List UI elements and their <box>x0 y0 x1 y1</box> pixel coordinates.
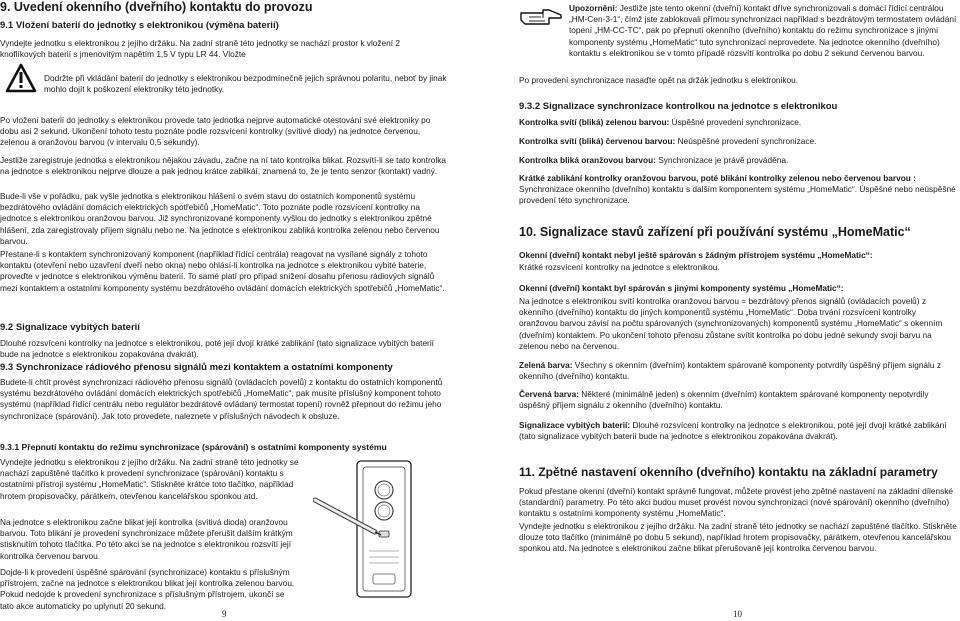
signal-orange <box>519 155 954 166</box>
s10-a-text: Krátké rozsvícení kontrolky na jednotce s elektronikou. <box>519 262 720 272</box>
signal-orange-label: Kontrolka bliká oranžovou barvou: <box>519 155 656 165</box>
s10-a-label: Okenní (dveřní) kontakt nebyl ještě spárován s žádným přístrojem systému „HomeMatic“: <box>519 250 873 260</box>
s10-red <box>519 389 957 411</box>
s91-fault-paragraph: Jestliže zaregistruje jednotka s elektronikou nějakou závadu, začne na ní tato kontrolka blikat. Rozsvítí-li se tato kontrolka na jednotce s elektronikou nejprve dlouze a pak jednou krátce zablikáí, znamená to, že je tento senzor (kontakt) vadný. <box>0 155 446 177</box>
s10-b-label: Okenní (dveřní) kontakt byl spárován s jinými komponenty systému „HomeMatic“: <box>519 283 844 293</box>
notice-label: Upozornění: <box>569 3 618 13</box>
s93-paragraph: Budete-li chtít provést synchronizaci rádiového přenosu signálů (ovládacích povelů) z kontaktu do ostatních komponentů systému bezdrátového ovládání domácích elektrických spotřebičů „HomeMatic“, pak musíte příslušný komponent tohoto systému (například řídící centrálu nebo regulátor bezdrátově ovládaný termostat topení) rovněž přepnout do režimu jeho synchronizace (spárování). Jak toto provedete, naleznete v příslušných návodech k obsluze. <box>0 377 443 421</box>
notice-text: Jestliže jste tento okenní (dveřní) kontakt dříve synchronizovali s domácí řídící centrálou „HM-Cen-3-1“, čímž jste zablokovali přímou synchronizaci například s bezdrátovým termostatem ovládání topení „HM-CC-TC“, pak po přepnutí okenního (dveřního) kontaktu do režimu synchronizace s jinými komponenty systému „HomeMatic“ tuto synchronizaci neprovedete. Na jednotce okenního (dveřního) kontaktu s elektronikou se v tomto případě rozsvítí kontrolka po dobu 2 sekund červenou barvou. <box>569 3 957 58</box>
left-page <box>0 0 452 621</box>
s91-replace-paragraph: Přestane-li s kontaktem synchronizovaný komponent (například řídící centrála) reagovat na vysílané signály z tohoto kontaktu (otevření nebo uzavření dveří nebo okna) nebo ohlásí-li kontrolka na jednotce s elektronikou vybité baterie, proveďte v jednotce s elektronikou výměnu baterií. To samé platí pro případ snížení dosahu přenosu rádiových signálů mezi kontaktem a ostatními komponenty systému bezdrátového ovládání domácích elektrických spotřebičů „HomeMatic“. <box>0 249 445 293</box>
s91-ok-paragraph: Bude-li vše v pořádku, pak vyšle jednotka s elektronikou hlášení o svém stavu do ostatních komponentů systému bezdrátového ovládání domácích elektrických spotřebičů „HomeMatic“. Toto poznáte podle rozsvícení kontrolky na jednotce s elektronikou oranžovou barvou. Již synchronizované komponenty vyšlou do jednotky s elektronikou zpětné hlášení, zda zaregistrovaly příjem signálu nebo ne. Na jednotce s elektronikou zabliká kontrolka zelenou nebo červenou barvou. <box>0 191 440 246</box>
signal-green-text: Úspěšné provedení synchronizace. <box>669 117 802 127</box>
s11-p2: Vyndejte jednotku s elektronikou z jejího držáku. Na zadní straně této jednotky se nachází zapuštěné tlačítko. Stiskněte dlouze toto tlačítko (minimálně po dobu 5 sekund), například hrotem propisovačky, párátkem, otevřenou kancelářskou sponkou atd. Na jednotce s elektronikou začne blikat přerušovaně její kontrolka červenou barvou. <box>519 521 957 554</box>
s10-red-text: Některé (minimálně jeden) s okenním (dveřním) kontaktem spárované komponenty nepotvrdily úspěšný příjem signálu z okenního (dveřního) kontaktu. <box>519 389 929 411</box>
signal-short-label: Krátké zablikání kontrolky oranžovou barvou, poté blikání kontrolky zelenou nebo červenou barvou : <box>519 173 916 183</box>
s11-p1: Pokud přestane okenní (dveřní) kontakt správně fungovat, můžete provést jeho zpětné nastavení na základní dílenské (standardní) parametry. Po této akci budou muset provést novou synchronizaci (nové spárování) okenního (dveřního) kontaktu s ostatními komponenty systému „HomeMatic“. <box>519 486 954 519</box>
section-9-3-2-title: 9.3.2 Signalizace synchronizace kontrolkou na jednotce s elektronikou <box>519 101 838 112</box>
s10-battery-label: Signalizace vybitých baterií: <box>519 420 631 430</box>
s10-green-label: Zelená barva: <box>519 360 573 370</box>
s91-test-paragraph: Po vložení baterií do jednotky s elektronikou provede tato jednotka nejprve automatické otestování své elektroniky po dobu asi 2 sekund. Ukončení tohoto testu poznáte podle rozsvícení kontrolky (svítivé diody) na jednotce červenou, zelenou a oranžovou barvou (v intervalu 0,5 sekundy). <box>0 115 431 148</box>
s10-green <box>519 360 957 382</box>
signal-red-text: Neúspěšné provedení synchronizace. <box>675 136 817 146</box>
right-page <box>519 0 960 621</box>
heading-11: 11. Zpětné nastavení okenního (dveřního) kontaktu na základní parametry <box>519 465 938 479</box>
section-9-1-title: 9.1 Vložení baterií do jednotky s elektronikou (výměna baterií) <box>0 20 279 31</box>
s92-paragraph: Dlouhé rozsvícení kontrolky na jednotce s elektronikou, poté její dvojí krátké zablikání (tato signalizace vybitých baterií bude na jednotce s elektronikou zopakována dvakrát). <box>0 338 434 360</box>
s931-p1: Vyndejte jednotku s elektronikou z jejího držáku. Na zadní straně této jednotky se nachází zapuštěné tlačítko k provedení synchronizace (spárování) kontaktu s ostatními přístroji systému „HomeMatic“. Stiskněte krátce toto tlačítko, například hrotem propisovačky, párátkem, otevřenou kancelářskou sponkou atd. <box>0 457 299 501</box>
warning-triangle-icon <box>5 63 37 105</box>
s10-red-label: Červená barva: <box>519 389 579 399</box>
page-number-right: 10 <box>733 609 742 619</box>
section-9-3-1-title: 9.3.1 Přepnutí kontaktu do režimu synchronizace (spárování) s ostatními komponenty systému <box>0 442 387 452</box>
notice-paragraph <box>569 3 958 59</box>
signal-short <box>519 173 957 207</box>
section-9-2-title: 9.2 Signalizace vybitých baterií <box>0 322 140 333</box>
heading-9: 9. Uvedení okenního (dveřního) kontaktu do provozu <box>0 0 313 14</box>
signal-orange-text: Synchronizace je právě prováděna. <box>655 155 789 165</box>
notice-after-paragraph: Po provedení synchronizace nasaďte opět na držák jednotku s elektronikou. <box>519 75 799 85</box>
s931-p3: Dojde-li k provedení úspěšné spárování (synchronizace) kontaktu s příslušným přístrojem, začne na jednotce s elektronikou blikat její kontrolka zelenou barvou. Pokud nedojde k provedení synchronizace s příslušným přístrojem, ukončí se tato akce automaticky po uplynutí 20 sekund. <box>0 567 295 611</box>
s10-battery <box>519 420 957 442</box>
signal-green <box>519 117 954 128</box>
signal-red <box>519 136 954 147</box>
s10-green-text: Všechny s okenním (dveřním) kontaktem spárované komponenty potvrdily úspěšný příjem signálu z okenního (dveřního) kontaktu. <box>519 360 941 382</box>
s10-battery-text: Dlouhé rozsvícení kontrolky na jednotce s elektronikou, poté její dvojí krátké zablikání (tato signalizace vybitých baterií bude na jednotce s elektronikou zopakována dvakrát). <box>519 420 947 442</box>
signal-red-label: Kontrolka svítí (bliká) červenou barvou: <box>519 136 676 146</box>
s91-intro: Vyndejte jednotku s elektronikou z jejího držáku. Na zadní straně této jednotky se nachází prostor k vložení 2 knoflíkových baterií s jmenovitým napětím 1,5 V typu LR 44. Vložte <box>0 38 401 60</box>
heading-10: 10. Signalizace stavů zařízení při používání systému „HomeMatic“ <box>519 225 911 239</box>
pointing-hand-icon <box>519 5 563 27</box>
page-number-left: 9 <box>222 609 227 619</box>
device-back-illustration <box>313 456 451 602</box>
s931-p2: Na jednotce s elektronikou začne blikat její kontrolka (svítivá dioda) oranžovou barvou. Toto blikání je provedení synchronizace můžete přerušit dalším krátkým stisknutím tohoto tlačítka. Po této akci se na jednotce s elektronikou rozsvítí její kontrolka červenou barvou. <box>0 517 293 561</box>
signal-short-text: Synchronizace okenního (dveřního) kontaktu s dalším komponentem systému „HomeMatic“. Úspěšné nebo neúspěšné provedení této synchronizace. <box>519 184 956 206</box>
battery-warning-text: Dodržte při vkládání baterií do jednotky s elektronikou bezpodmínečně jejich správnou polaritu, neboť by jinak mohlo dojít k poškození elektroniky této jednotky. <box>44 73 447 95</box>
s10-b-text: Na jednotce s elektronikou svítí kontrolka oranžovou barvou = bezdrátový přenos signálů (ovládacích povelů) z okenního (dveřního) kontaktu do jiných komponentů systému „HomeMatic“. Doba trvání rozsvícení kontrolky oranžovou barvou závisí na počtu spárovaných (synchronizovaných) komponentů systému „HomeMatic“ s okenním (dveřním) kontaktem. Po ukončení tohoto přenosu zůstane svítit kontrolka po dobu jedné sekundy svoji barvu na zelenou nebo na červenou. <box>519 296 943 351</box>
signal-green-label: Kontrolka svítí (bliká) zelenou barvou: <box>519 117 670 127</box>
section-9-3-title: 9.3 Synchronizace rádiového přenosu signálů mezi kontaktem a ostatními komponenty <box>0 362 393 373</box>
